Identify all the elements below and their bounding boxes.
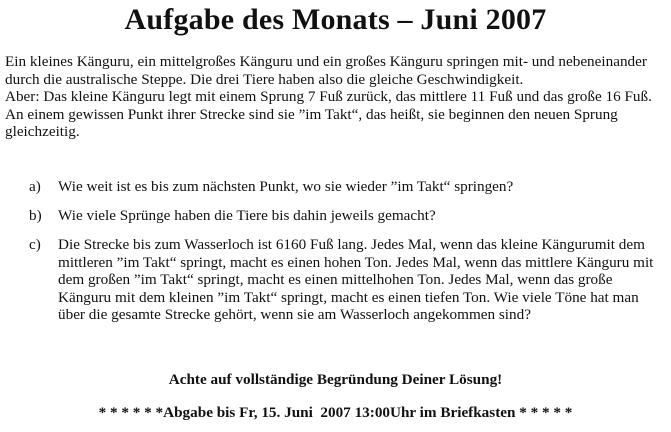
question-c-text: Die Strecke bis zum Wasserloch ist 6160 Fuß lang. Jedes Mal, wenn das kleine Kängurumit dem mittleren ”im Takt“ springt, macht es einen hohen Ton. Jedes Mal, wenn das mittlere Känguru mit dem großen ”im Takt“ springt, macht es einen mittelhohen Ton. Jedes Mal, wenn das große Känguru mit dem kleinen ”im Takt“ springt, macht es einen tiefen Ton. Wie viele Töne hat man über die gesamte Strecke gehört, wenn sie am Wasserloch angekommen sind? xyxy=(58,236,654,324)
deadline-line: * * * * * *Abgabe bis Fr, 15. Juni 2007 13:00Uhr im Briefkasten * * * * * xyxy=(98,404,573,421)
intro-paragraph-2: Aber: Das kleine Känguru legt mit einem Sprung 7 Fuß zurück, das mittlere 11 Fuß und das große 16 Fuß. An einem gewissen Punkt ihrer Strecke sind sie ”im Takt“, das heißt, sie beginnen den neuen Sprung gleichzeitig. xyxy=(5,88,652,141)
question-a-letter: a) xyxy=(29,178,41,195)
question-b-text: Wie viele Sprünge haben die Tiere bis dahin jeweils gemacht? xyxy=(58,207,436,224)
solution-note: Achte auf vollständige Begründung Deiner Lösung! xyxy=(168,371,503,388)
question-c-letter: c) xyxy=(29,236,41,253)
question-a-text: Wie weit ist es bis zum nächsten Punkt, wo sie wieder ”im Takt“ springen? xyxy=(58,178,514,195)
question-b-letter: b) xyxy=(29,207,42,224)
intro-paragraph-1: Ein kleines Känguru, ein mittelgroßes Känguru und ein großes Känguru springen mit- und nebeneinander durch die australische Steppe. Die drei Tiere haben also die gleiche Geschwindigkeit. xyxy=(5,53,647,88)
page-title: Aufgabe des Monats – Juni 2007 xyxy=(124,3,547,36)
intro-text xyxy=(5,53,665,141)
